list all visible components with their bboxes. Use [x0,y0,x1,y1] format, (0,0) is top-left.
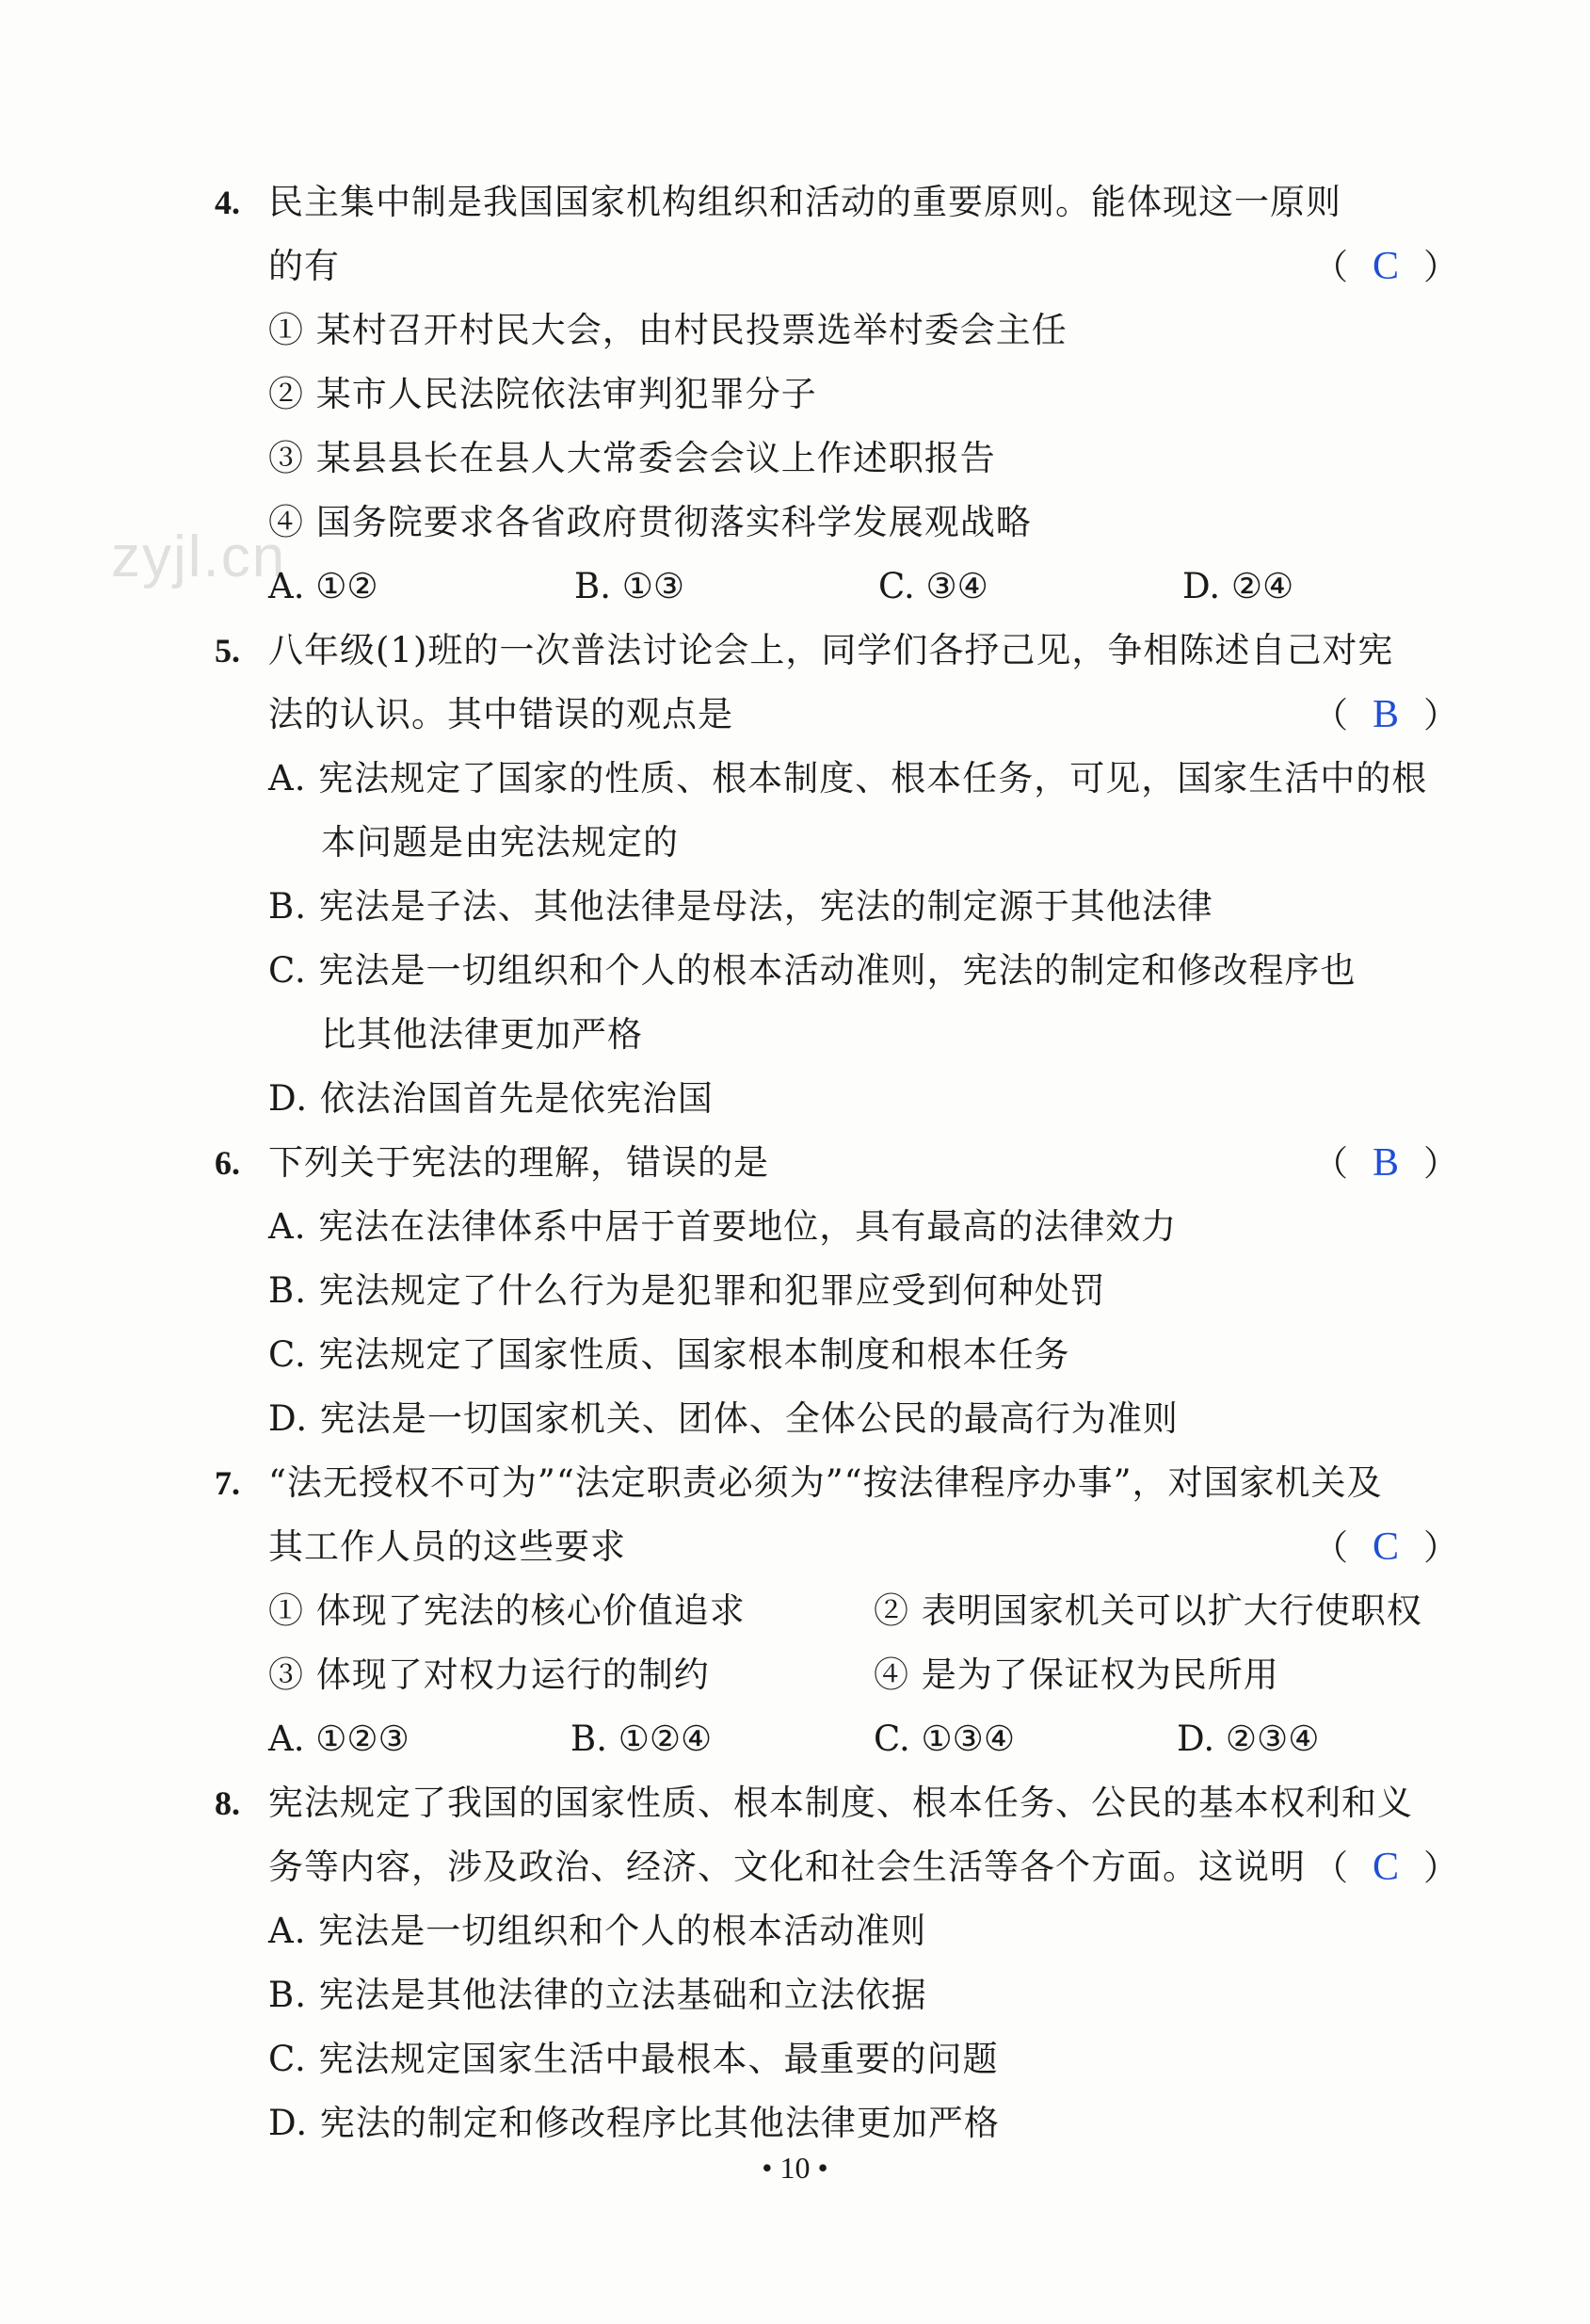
answer-letter: C [1372,245,1399,288]
option-d: D. 宪法是一切国家机关、团体、全体公民的最高行为准则 [268,1398,1179,1439]
question-number: 8. [215,1784,240,1822]
question-stem-line: 民主集中制是我国国家机构组织和活动的重要原则。能体现这一原则 [268,182,1341,222]
close-paren: ） [1423,1527,1458,1568]
option-b: B. ①③ [574,566,685,606]
statement-item: ③ 体现了对权力运行的制约 [268,1654,710,1695]
statement-item: ① 某村召开村民大会，由村民投票选举村委会主任 [268,310,1068,350]
statement-item: ① 体现了宪法的核心价值追求 [268,1590,746,1631]
option-b: B. 宪法规定了什么行为是犯罪和犯罪应受到何种处罚 [268,1270,1106,1311]
close-paren: ） [1423,1143,1458,1184]
option-c: C. ③④ [878,566,988,606]
option-a: A. ①②③ [268,1719,410,1759]
answer-bracket [1313,1524,1458,1572]
answer-bracket [1313,1844,1458,1892]
question-stem-line: 下列关于宪法的理解，错误的是 [268,1142,769,1183]
option-d: D. 宪法的制定和修改程序比其他法律更加严格 [268,2103,1000,2143]
answer-letter: B [1372,693,1399,736]
open-paren: （ [1313,247,1348,287]
statement-item: ④ 国务院要求各省政府贯彻落实科学发展观战略 [268,502,1032,542]
open-paren: （ [1313,1527,1348,1568]
watermark: zyjl.cn [111,525,287,589]
statement-item: ④ 是为了保证权为民所用 [874,1654,1279,1695]
option-a-continued: 本问题是由宪法规定的 [321,822,679,863]
question-number: 7. [215,1464,240,1502]
answer-letter: C [1372,1846,1399,1889]
option-a: A. ①② [268,566,378,606]
answer-bracket [1313,1139,1458,1187]
answer-bracket [1313,243,1458,291]
statement-item: ② 某市人民法院依法审判犯罪分子 [268,374,817,414]
option-c: C. 宪法规定了国家性质、国家根本制度和根本任务 [268,1334,1070,1375]
open-paren: （ [1313,695,1348,735]
question-stem-line: 其工作人员的这些要求 [268,1526,626,1567]
question-number: 6. [215,1144,240,1182]
option-d: D. ②③④ [1177,1719,1320,1759]
answer-letter: C [1372,1525,1399,1569]
option-b: B. ①②④ [570,1719,713,1759]
close-paren: ） [1423,247,1458,287]
page-number: • 10 • [762,2151,828,2185]
question-stem-line: 法的认识。其中错误的观点是 [268,694,733,734]
question-number: 4. [215,184,240,221]
option-a: A. 宪法规定了国家的性质、根本制度、根本任务，可见，国家生活中的根 [268,758,1428,799]
option-c: C. 宪法规定国家生活中最根本、最重要的问题 [268,2039,999,2079]
statement-item: ③ 某县县长在县人大常委会会议上作述职报告 [268,438,996,478]
question-stem-line: 务等内容，涉及政治、经济、文化和社会生活等各个方面。这说明 [268,1847,1306,1887]
question-stem-line: 的有 [268,246,340,286]
option-a: A. 宪法是一切组织和个人的根本活动准则 [268,1911,927,1951]
question-stem-line: 宪法规定了我国的国家性质、根本制度、根本任务、公民的基本权利和义 [268,1783,1413,1823]
question-stem-line: “法无授权不可为”“法定职责必须为”“按法律程序办事”，对国家机关及 [268,1462,1383,1503]
question-number: 5. [215,632,240,670]
option-b: B. 宪法是其他法律的立法基础和立法依据 [268,1975,927,2015]
statement-item: ② 表明国家机关可以扩大行使职权 [874,1590,1422,1631]
option-c-continued: 比其他法律更加严格 [321,1014,643,1055]
option-b: B. 宪法是子法、其他法律是母法，宪法的制定源于其他法律 [268,886,1213,927]
answer-letter: B [1372,1141,1399,1185]
open-paren: （ [1313,1143,1348,1184]
option-c: C. ①③④ [874,1719,1016,1759]
option-d: D. ②④ [1182,566,1294,606]
close-paren: ） [1423,1848,1458,1888]
open-paren: （ [1313,1848,1348,1888]
option-c: C. 宪法是一切组织和个人的根本活动准则，宪法的制定和修改程序也 [268,950,1357,991]
option-a: A. 宪法在法律体系中居于首要地位，具有最高的法律效力 [268,1206,1178,1247]
close-paren: ） [1423,695,1458,735]
answer-bracket [1313,691,1458,739]
question-stem-line: 八年级(1)班的一次普法讨论会上，同学们各抒己见，争相陈述自己对宪 [268,630,1394,670]
option-d: D. 依法治国首先是依宪治国 [268,1078,714,1119]
